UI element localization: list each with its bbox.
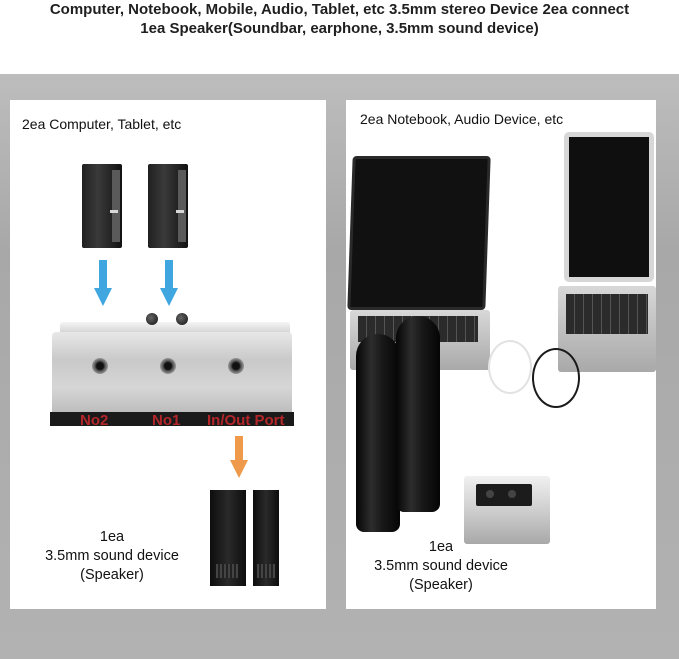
knob-icon bbox=[176, 313, 188, 325]
jack-no2-icon bbox=[92, 358, 108, 374]
caption-line: (Speaker) bbox=[409, 577, 473, 593]
speaker-icon bbox=[210, 490, 246, 586]
speaker-icon bbox=[253, 490, 279, 586]
diagram-frame bbox=[0, 74, 679, 659]
knob-icon bbox=[146, 313, 158, 325]
caption-line: 3.5mm sound device bbox=[374, 558, 508, 574]
pc-tower-icon bbox=[82, 164, 122, 248]
right-caption bbox=[356, 538, 526, 595]
caption-line: 1ea bbox=[99, 529, 125, 545]
cable bbox=[488, 340, 532, 394]
switch-box bbox=[52, 332, 292, 412]
right-panel bbox=[346, 100, 656, 609]
arrow-down-icon bbox=[94, 260, 112, 308]
arrow-down-icon bbox=[230, 436, 248, 480]
left-panel bbox=[10, 100, 326, 609]
speaker-icon bbox=[356, 334, 400, 532]
header-line-2: 1ea Speaker(Soundbar, earphone, 3.5mm sound device) bbox=[140, 20, 539, 37]
laptop-icon bbox=[347, 156, 490, 310]
cable bbox=[532, 348, 580, 408]
right-panel-title: 2ea Notebook, Audio Device, etc bbox=[360, 111, 564, 127]
speaker-icon bbox=[396, 316, 440, 512]
caption-line: (Speaker) bbox=[80, 567, 144, 583]
header-line-1: Computer, Notebook, Mobile, Audio, Tablet, etc 3.5mm stereo Device 2ea connect bbox=[49, 1, 630, 18]
left-panel-title: 2ea Computer, Tablet, etc bbox=[22, 116, 182, 132]
switch-device-icon bbox=[464, 476, 550, 544]
port-label-inout: In/Out Port bbox=[207, 412, 285, 429]
left-caption bbox=[28, 528, 196, 585]
header bbox=[0, 0, 679, 70]
port-label-no2: No2 bbox=[80, 412, 109, 429]
caption-line: 3.5mm sound device bbox=[45, 548, 179, 564]
jack-inout-icon bbox=[228, 358, 244, 374]
jack-no1-icon bbox=[160, 358, 176, 374]
arrow-down-icon bbox=[160, 260, 178, 308]
pc-tower-icon bbox=[148, 164, 188, 248]
caption-line: 1ea bbox=[428, 539, 454, 555]
laptop-icon bbox=[564, 132, 654, 282]
port-label-no1: No1 bbox=[152, 412, 181, 429]
